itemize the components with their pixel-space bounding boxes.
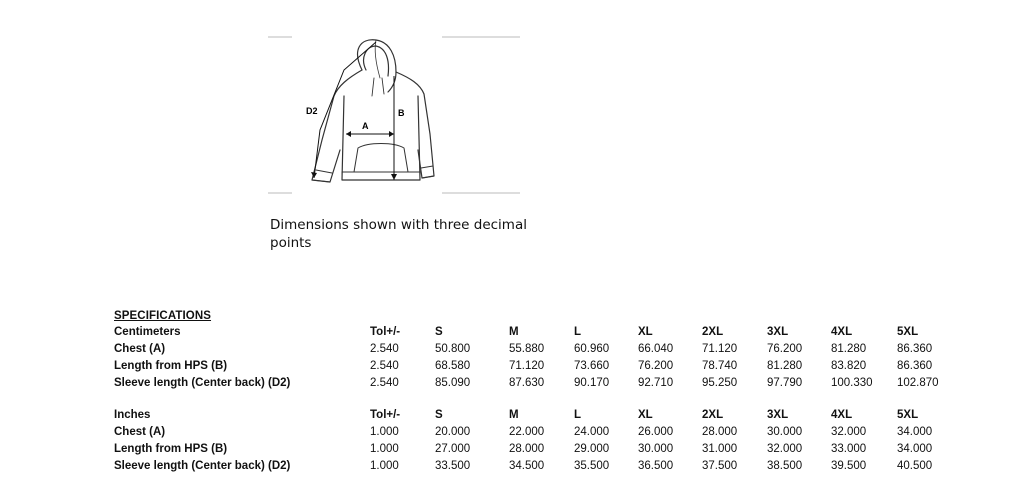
table-cell: 92.710 (638, 377, 674, 389)
spec-table-centimeters (114, 324, 957, 392)
table-cell: 76.200 (767, 343, 803, 355)
table-cell: 33.000 (831, 443, 867, 455)
table-cell: 81.280 (831, 343, 867, 355)
table-cell: 33.500 (435, 460, 471, 472)
row-label: Sleeve length (Center back) (D2) (114, 377, 291, 389)
measurement-lines (314, 42, 394, 180)
table-cell: 32.000 (767, 443, 803, 455)
column-header: Tol+/- (370, 326, 401, 338)
table-row (114, 358, 957, 375)
spec-table-inches (114, 407, 957, 475)
table-cell: 68.580 (435, 360, 471, 372)
column-header: S (435, 409, 443, 421)
column-header: Tol+/- (370, 409, 401, 421)
table-cell: 1.000 (370, 443, 399, 455)
table-cell: 86.360 (897, 360, 933, 372)
table-cell: 39.500 (831, 460, 867, 472)
table-row (114, 375, 957, 392)
table-cell: 60.960 (574, 343, 610, 355)
table-cell: 34.000 (897, 426, 933, 438)
column-header: M (509, 326, 519, 338)
hoodie-outline (312, 40, 434, 182)
table-header-row (114, 407, 957, 424)
dimensions-caption: Dimensions shown with three decimal points (270, 217, 527, 251)
table-cell: 95.250 (702, 377, 738, 389)
table-cell: 71.120 (509, 360, 545, 372)
table-cell: 2.540 (370, 343, 399, 355)
table-cell: 38.500 (767, 460, 803, 472)
table-row (114, 341, 957, 358)
column-header: 5XL (897, 409, 919, 421)
table-cell: 66.040 (638, 343, 674, 355)
table-cell: 71.120 (702, 343, 738, 355)
table-cell: 97.790 (767, 377, 803, 389)
table-row (114, 441, 957, 458)
column-header: L (574, 326, 582, 338)
table-cell: 87.630 (509, 377, 545, 389)
label-b: B (398, 108, 405, 118)
table-cell: 2.540 (370, 377, 399, 389)
table-row (114, 424, 957, 441)
column-header: 5XL (897, 326, 919, 338)
table-cell: 28.000 (702, 426, 738, 438)
column-header: 4XL (831, 326, 853, 338)
table-cell: 85.090 (435, 377, 471, 389)
table-cell: 34.500 (509, 460, 545, 472)
unit-label: Centimeters (114, 326, 181, 338)
column-header: 3XL (767, 326, 789, 338)
table-cell: 83.820 (831, 360, 867, 372)
table-cell: 102.870 (897, 377, 939, 389)
table-cell: 50.800 (435, 343, 471, 355)
table-cell: 81.280 (767, 360, 803, 372)
table-cell: 40.500 (897, 460, 933, 472)
table-cell: 34.000 (897, 443, 933, 455)
table-cell: 86.360 (897, 343, 933, 355)
table-cell: 73.660 (574, 360, 610, 372)
table-cell: 26.000 (638, 426, 674, 438)
row-label: Length from HPS (B) (114, 443, 228, 455)
table-cell: 1.000 (370, 460, 399, 472)
table-cell: 29.000 (574, 443, 610, 455)
unit-label: Inches (114, 409, 151, 421)
table-cell: 76.200 (638, 360, 674, 372)
specifications-title: SPECIFICATIONS (114, 310, 212, 322)
table-cell: 20.000 (435, 426, 471, 438)
table-cell: 28.000 (509, 443, 545, 455)
table-header-row (114, 324, 957, 341)
table-cell: 30.000 (638, 443, 674, 455)
table-cell: 30.000 (767, 426, 803, 438)
table-row (114, 458, 957, 475)
column-header: L (574, 409, 582, 421)
table-cell: 90.170 (574, 377, 610, 389)
row-label: Sleeve length (Center back) (D2) (114, 460, 291, 472)
column-header: 2XL (702, 409, 724, 421)
table-cell: 2.540 (370, 360, 399, 372)
column-header: 2XL (702, 326, 724, 338)
table-cell: 1.000 (370, 426, 399, 438)
table-cell: 100.330 (831, 377, 873, 389)
column-header: S (435, 326, 443, 338)
table-cell: 24.000 (574, 426, 610, 438)
table-cell: 35.500 (574, 460, 610, 472)
label-a: A (362, 121, 369, 131)
hoodie-measurement-diagram (262, 30, 530, 202)
column-header: M (509, 409, 519, 421)
table-cell: 37.500 (702, 460, 738, 472)
table-cell: 55.880 (509, 343, 545, 355)
column-header: 3XL (767, 409, 789, 421)
table-cell: 36.500 (638, 460, 674, 472)
table-cell: 31.000 (702, 443, 738, 455)
table-cell: 78.740 (702, 360, 738, 372)
measurement-arrowheads (311, 131, 397, 180)
table-cell: 32.000 (831, 426, 867, 438)
column-header: XL (638, 409, 653, 421)
table-cell: 27.000 (435, 443, 471, 455)
row-label: Length from HPS (B) (114, 360, 228, 372)
row-label: Chest (A) (114, 343, 166, 355)
row-label: Chest (A) (114, 426, 166, 438)
column-header: 4XL (831, 409, 853, 421)
table-cell: 22.000 (509, 426, 545, 438)
label-d2: D2 (306, 106, 318, 116)
column-header: XL (638, 326, 653, 338)
